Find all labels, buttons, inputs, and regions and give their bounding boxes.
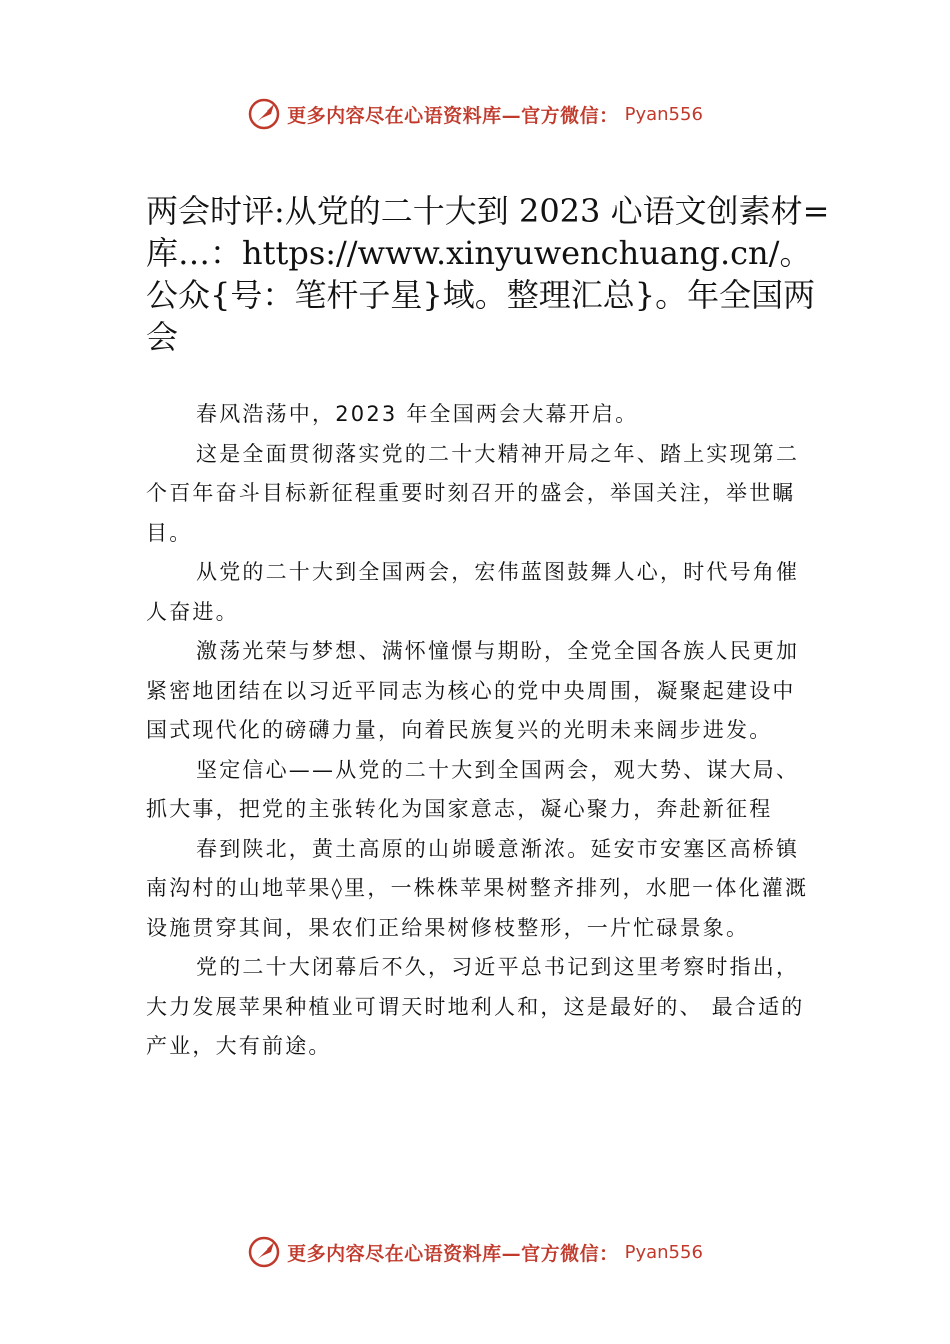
feather-seal-icon — [247, 97, 281, 131]
paragraph: 党的二十大闭幕后不久，习近平总书记到这里考察时指出，大力发展苹果种植业可谓天时地利人和，这是最好的、 最合适的产业，大有前途。 — [146, 955, 805, 1058]
paragraph: 春到陕北，黄土高原的山峁暖意渐浓。延安市安塞区高桥镇南沟村的山地苹果◊里，一株株苹果树整齐排列，水肥一体化灌溉设施贯穿其间，果农们正给果树修枝整形，一片忙碌景象。 — [146, 836, 809, 940]
header-banner — [0, 94, 950, 134]
paragraph: 激荡光荣与梦想、满怀憧憬与期盼，全党全国各族人民更加紧密地团结在以习近平同志为核心的党中央周围，凝聚起建设中国式现代化的磅礴力量，向着民族复兴的光明未来阔步进发。 — [146, 639, 800, 742]
paragraph: 这是全面贯彻落实党的二十大精神开局之年、踏上实现第二个百年奋斗目标新征程重要时刻召开的盛会，举国关注，举世瞩目。 — [146, 441, 800, 545]
document-title: 两会时评:从党的二十大到 2023 心语文创素材=库…：https://www.xinyuwenchuang.cn/。公众{号：笔杆子星}域。整理汇总}。年全国两会 — [146, 192, 830, 356]
paragraph: 春风浩荡中，2023 年全国两会大幕开启。 — [196, 402, 639, 426]
paragraph: 从党的二十大到全国两会，宏伟蓝图鼓舞人心，时代号角催人奋进。 — [146, 560, 800, 624]
footer-banner — [0, 1232, 950, 1272]
banner-text: 更多内容尽在心语资料库—官方微信： — [287, 104, 619, 127]
banner-wechat-id: Pyan556 — [624, 1241, 703, 1263]
banner-wechat-id: Pyan556 — [624, 103, 703, 125]
paragraph: 坚定信心——从党的二十大到全国两会，观大势、谋大局、抓大事，把党的主张转化为国家意志，凝心聚力，奔赴新征程 — [146, 757, 800, 821]
banner-text: 更多内容尽在心语资料库—官方微信： — [287, 1242, 619, 1265]
article-body — [146, 395, 810, 1067]
feather-seal-icon — [247, 1235, 281, 1269]
